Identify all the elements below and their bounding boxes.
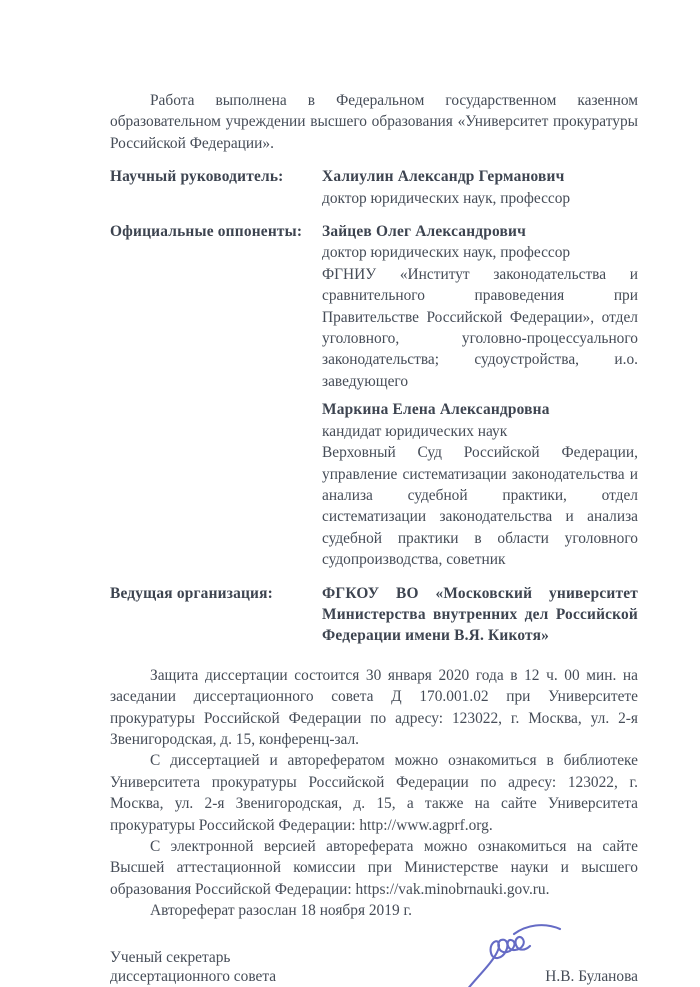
opponent-1-affiliation: ФГНИУ «Институт законодательства и сравнительного правоведения при Правительстве Российской Федерации», отдел уголовного, уголовно-процессуального законодательства; судоустройства, и.о. заведующего	[322, 265, 638, 390]
field-opponents	[110, 221, 638, 571]
opponent-1	[322, 221, 638, 392]
leading-organization-value	[322, 583, 638, 647]
vak-paragraph: С электронной версией автореферата можно ознакомиться на сайте Высшей аттестационной комиссии при Министерстве науки и высшего образования Российской Федерации: https://vak.minobrnauki.gov.ru.	[110, 838, 638, 898]
opponent-1-name: Зайцев Олег Александрович	[322, 223, 526, 241]
signature-flourish-stroke	[514, 925, 560, 934]
intro-paragraph: Работа выполнена в Федеральном государственном казенном образовательном учреждении высшего образования «Университет прокуратуры Российской Федерации».	[110, 92, 638, 152]
opponents-label: Официальные оппоненты:	[110, 223, 303, 241]
field-supervisor	[110, 166, 638, 209]
supervisor-label: Научный руководитель:	[110, 168, 284, 186]
secretary-role-line1: Ученый секретарь	[110, 948, 231, 966]
signature-block	[110, 948, 638, 987]
supervisor-value	[322, 166, 638, 209]
supervisor-degree: доктор юридических наук, профессор	[322, 189, 571, 207]
opponent-2-affiliation: Верховный Суд Российской Федерации, управление систематизации законодательства и анализа судебной практики, отдел систематизации законодательства и анализа судебной практики в области уголовного судопроизводства, советник	[322, 444, 638, 569]
opponent-2-degree: кандидат юридических наук	[322, 422, 508, 440]
opponent-2-name: Маркина Елена Александровна	[322, 401, 550, 419]
secretary-role-line2: диссертационного совета	[110, 967, 277, 985]
leading-organization-name: ФГКОУ ВО «Московский университет Министерства внутренних дел Российской Федерации имени В.Я. Кикотя»	[322, 584, 638, 645]
field-leading-organization	[110, 583, 638, 647]
opponent-1-degree: доктор юридических наук, профессор	[322, 244, 571, 262]
distributed-line: Автореферат разослан 18 ноября 2019 г.	[150, 902, 412, 920]
leading-organization-label: Ведущая организация:	[110, 584, 273, 602]
library-paragraph: С диссертацией и авторефератом можно ознакомиться в библиотеке Университета прокуратуры Российской Федерации по адресу: 123022, г. Москва, ул. 2-я Звенигородская, д. 15, а также на сайте Университета прокуратуры Российской Федерации: http://www.agprf.org.	[110, 752, 638, 834]
supervisor-name: Халиулин Александр Германович	[322, 168, 565, 186]
signature-main-stroke	[456, 937, 530, 987]
opponents-value	[322, 221, 638, 571]
secretary-name: Н.В. Буланова	[545, 967, 638, 985]
opponent-2	[322, 399, 638, 570]
defense-paragraph: Защита диссертации состоится 30 января 2020 года в 12 ч. 00 мин. на заседании диссертационного совета Д 170.001.02 при Университете прокуратуры Российской Федерации по адресу: 123022, г. Москва, ул. 2-я Звенигородская, д. 15, конференц-зал.	[110, 666, 638, 748]
